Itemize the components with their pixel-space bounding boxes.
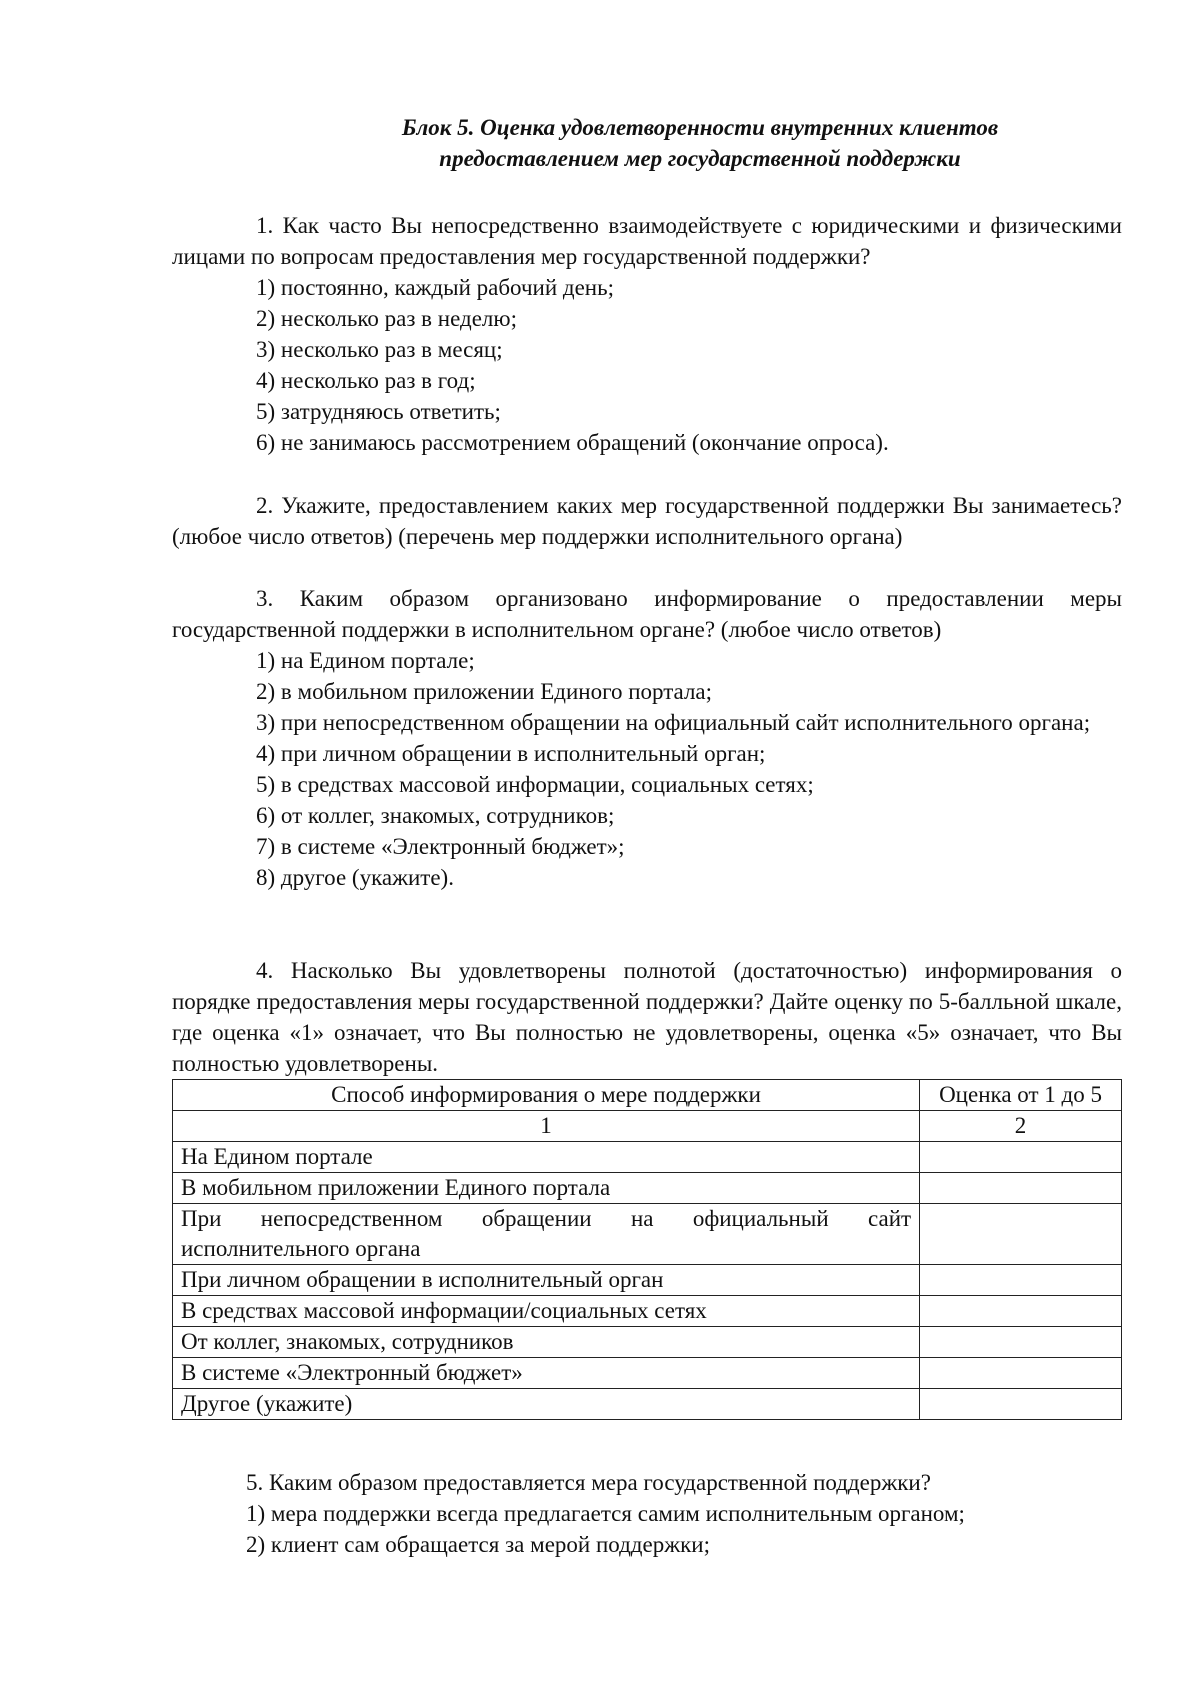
row-label: На Едином портале <box>173 1142 920 1173</box>
q1-option-1: 1) постоянно, каждый рабочий день; <box>256 275 614 300</box>
rating-table <box>172 1079 1122 1420</box>
row-label: Другое (укажите) <box>173 1389 920 1420</box>
table-row <box>173 1296 1122 1327</box>
q3-option-7: 7) в системе «Электронный бюджет»; <box>256 834 625 859</box>
header-method: Способ информирования о мере поддержки <box>173 1080 920 1111</box>
table-row <box>173 1173 1122 1204</box>
q1-option-5: 5) затрудняюсь ответить; <box>256 399 501 424</box>
question-3-text: 3. Каким образом организовано информирование о предоставлении меры государственной поддержки в исполнительном органе? (любое число ответов) <box>172 586 1122 642</box>
question-1-text: 1. Как часто Вы непосредственно взаимодействуете с юридическими и физическими лицами по вопросам предоставления мер государственной поддержки? <box>172 213 1122 269</box>
column-number-1: 1 <box>173 1111 920 1142</box>
row-label: От коллег, знакомых, сотрудников <box>173 1327 920 1358</box>
question-2-text: 2. Укажите, предоставлением каких мер государственной поддержки Вы занимаетесь? (любое число ответов) (перечень мер поддержки исполнительного органа) <box>172 493 1122 549</box>
score-cell[interactable] <box>920 1204 1122 1265</box>
score-cell[interactable] <box>920 1173 1122 1204</box>
question-4-text: 4. Насколько Вы удовлетворены полнотой (достаточностью) информирования о порядке предоставления меры государственной поддержки? Дайте оценку по 5-балльной шкале, где оценка «1» означает, что Вы полностью не удовлетворены, оценка «5» означает, что Вы полностью удовлетворены. <box>172 958 1122 1076</box>
q5-option-2: 2) клиент сам обращается за мерой поддержки; <box>246 1532 710 1557</box>
q3-option-8: 8) другое (укажите). <box>256 865 454 890</box>
question-2 <box>172 490 1122 552</box>
row-label: В средствах массовой информации/социальных сетях <box>173 1296 920 1327</box>
title-line-1: Блок 5. Оценка удовлетворенности внутренних клиентов <box>401 115 999 140</box>
table-row <box>173 1204 1122 1265</box>
table-row <box>173 1358 1122 1389</box>
row-label: При непосредственном обращении на официальный сайт исполнительного органа <box>173 1204 920 1265</box>
column-number-2: 2 <box>920 1111 1122 1142</box>
question-3 <box>172 583 1122 893</box>
row-label: В мобильном приложении Единого портала <box>173 1173 920 1204</box>
row-label: В системе «Электронный бюджет» <box>173 1358 920 1389</box>
score-cell[interactable] <box>920 1389 1122 1420</box>
q3-option-1: 1) на Едином портале; <box>256 648 475 673</box>
score-cell[interactable] <box>920 1142 1122 1173</box>
q3-option-3: 3) при непосредственном обращении на официальный сайт исполнительного органа; <box>256 710 1091 735</box>
q1-option-3: 3) несколько раз в месяц; <box>256 337 503 362</box>
table-header-row <box>173 1080 1122 1111</box>
score-cell[interactable] <box>920 1358 1122 1389</box>
row-label: При личном обращении в исполнительный орган <box>173 1265 920 1296</box>
q1-option-6: 6) не занимаюсь рассмотрением обращений (окончание опроса). <box>256 430 889 455</box>
score-cell[interactable] <box>920 1265 1122 1296</box>
question-5 <box>246 1467 1126 1560</box>
q3-option-6: 6) от коллег, знакомых, сотрудников; <box>256 803 615 828</box>
block-title <box>250 112 1150 174</box>
table-number-row <box>173 1111 1122 1142</box>
table-row <box>173 1327 1122 1358</box>
table-row <box>173 1265 1122 1296</box>
table-row <box>173 1142 1122 1173</box>
score-cell[interactable] <box>920 1327 1122 1358</box>
title-line-2: предоставлением мер государственной поддержки <box>439 146 961 171</box>
q3-option-2: 2) в мобильном приложении Единого портала; <box>256 679 713 704</box>
header-score: Оценка от 1 до 5 <box>920 1080 1122 1111</box>
question-5-text: 5. Каким образом предоставляется мера государственной поддержки? <box>246 1470 931 1495</box>
q3-option-4: 4) при личном обращении в исполнительный орган; <box>256 741 766 766</box>
question-1 <box>172 210 1122 458</box>
score-cell[interactable] <box>920 1296 1122 1327</box>
q5-option-1: 1) мера поддержки всегда предлагается самим исполнительным органом; <box>246 1501 965 1526</box>
question-4 <box>172 955 1122 1079</box>
table-row <box>173 1389 1122 1420</box>
q1-option-4: 4) несколько раз в год; <box>256 368 476 393</box>
q1-option-2: 2) несколько раз в неделю; <box>256 306 517 331</box>
q3-option-5: 5) в средствах массовой информации, социальных сетях; <box>256 772 814 797</box>
